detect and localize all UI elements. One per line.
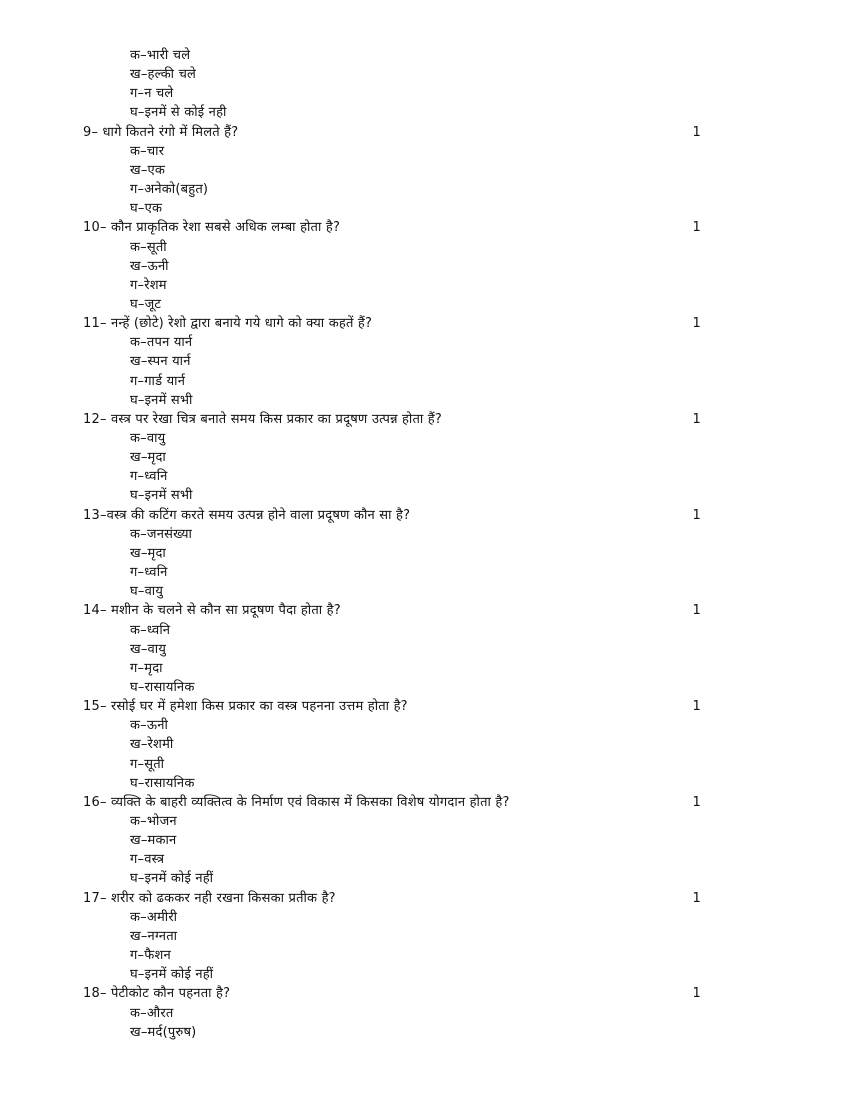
answer-option: क–ध्वनि: [130, 622, 171, 638]
question-marks: 1: [692, 699, 701, 715]
answer-option: क–तपन यार्न: [130, 335, 193, 351]
question-line: [83, 601, 703, 620]
answer-option: क–भोजन: [130, 814, 177, 829]
answer-option: घ–जूट: [130, 296, 162, 312]
question-line: [83, 314, 703, 333]
answer-option: घ–रासायनिक: [130, 679, 195, 695]
answer-option: घ–इनमें कोई नहीं: [130, 871, 214, 887]
question-text: 12– वस्त्र पर रेखा चित्र बनाते समय किस प्रकार का प्रदूषण उत्पन्न होता हैं?: [83, 411, 443, 427]
question-marks: 1: [692, 603, 701, 619]
answer-option: ख–हल्की चले: [130, 67, 197, 83]
question-text: 13–वस्त्र की कटिंग करते समय उत्पन्न होने वाला प्रदूषण कौन सा है?: [83, 507, 411, 523]
answer-option: घ–एक: [130, 201, 163, 217]
question-line: [83, 123, 703, 142]
answer-option: क–औरत: [130, 1005, 174, 1021]
answer-option: ग–वस्त्र: [130, 852, 165, 868]
answer-option: ग–गार्ड यार्न: [130, 373, 186, 389]
question-text: 16– व्यक्ति के बाहरी व्यक्तित्व के निर्माण एवं विकास में किसका विशेष योगदान होता है?: [83, 794, 510, 810]
answer-option: ख–स्पन यार्न: [130, 354, 191, 370]
question-marks: 1: [692, 986, 701, 1002]
answer-option: ख–रेशमी: [130, 737, 174, 753]
answer-option: क–अमीरी: [130, 909, 178, 925]
answer-option: ग–फैशन: [130, 948, 171, 963]
question-marks: 1: [692, 316, 701, 332]
question-line: [83, 697, 703, 716]
answer-option: ग–अनेको(बहुत): [130, 182, 209, 197]
question-text: 15– रसोई घर में हमेशा किस प्रकार का वस्त्र पहनना उत्तम होता है?: [83, 699, 408, 715]
answer-option: घ–इनमें सभी: [130, 488, 193, 504]
question-text: 14– मशीन के चलने से कौन सा प्रदूषण पैदा होता है?: [83, 603, 341, 619]
question-line: [83, 506, 703, 525]
question-line: [83, 889, 703, 908]
answer-option: ख–मृदा: [130, 450, 166, 466]
question-text: 9– धागे कितने रंगो में मिलते हैं?: [83, 124, 239, 140]
question-marks: 1: [692, 890, 701, 906]
answer-option: क–वायु: [130, 431, 166, 446]
answer-option: ग–न चले: [130, 86, 174, 102]
answer-option: घ–इनमें से कोई नही: [130, 105, 227, 121]
question-line: [83, 218, 703, 237]
question-marks: 1: [692, 507, 701, 523]
answer-option: क–चार: [130, 143, 165, 159]
answer-option: ख–मर्द(पुरुष): [130, 1024, 197, 1040]
answer-option: ख–एक: [130, 162, 166, 178]
question-text: 10– कौन प्राकृतिक रेशा सबसे अधिक लम्बा होता है?: [83, 220, 341, 236]
answer-option: ख–ऊनी: [130, 258, 169, 274]
answer-option: क–जनसंख्या: [130, 526, 193, 542]
answer-option: घ–इनमें कोई नहीं: [130, 967, 214, 983]
answer-option: क–भारी चले: [130, 48, 191, 63]
question-marks: 1: [692, 124, 701, 140]
answer-option: घ–वायु: [130, 584, 164, 600]
question-text: 18– पेटीकोट कौन पहनता है?: [83, 986, 231, 1002]
answer-option: क–ऊनी: [130, 718, 169, 734]
question-marks: 1: [692, 794, 701, 810]
answer-option: ग–सूती: [130, 756, 165, 772]
question-line: [83, 410, 703, 429]
question-marks: 1: [692, 411, 701, 427]
answer-option: ग–मृदा: [130, 660, 163, 676]
answer-option: ख–नग्नता: [130, 928, 178, 944]
answer-option: ग–रेशम: [130, 277, 167, 293]
answer-option: ख–मकान: [130, 833, 177, 849]
question-text: 17– शरीर को ढककर नही रखना किसका प्रतीक है?: [83, 890, 336, 906]
question-text: 11– नन्हें (छोटे) रेशो द्वारा बनाये गये धागे को क्या कहतें हैं?: [83, 316, 373, 332]
answer-option: ख–मृदा: [130, 545, 166, 561]
answer-option: घ–इनमें सभी: [130, 392, 193, 408]
question-line: [83, 984, 703, 1003]
answer-option: ग–ध्वनि: [130, 565, 168, 580]
answer-option: ग–ध्वनि: [130, 469, 168, 485]
answer-option: ख–वायु: [130, 641, 167, 657]
question-marks: 1: [692, 220, 701, 236]
answer-option: क–सूती: [130, 239, 167, 255]
question-line: [83, 793, 703, 812]
answer-option: घ–रासायनिक: [130, 775, 195, 791]
